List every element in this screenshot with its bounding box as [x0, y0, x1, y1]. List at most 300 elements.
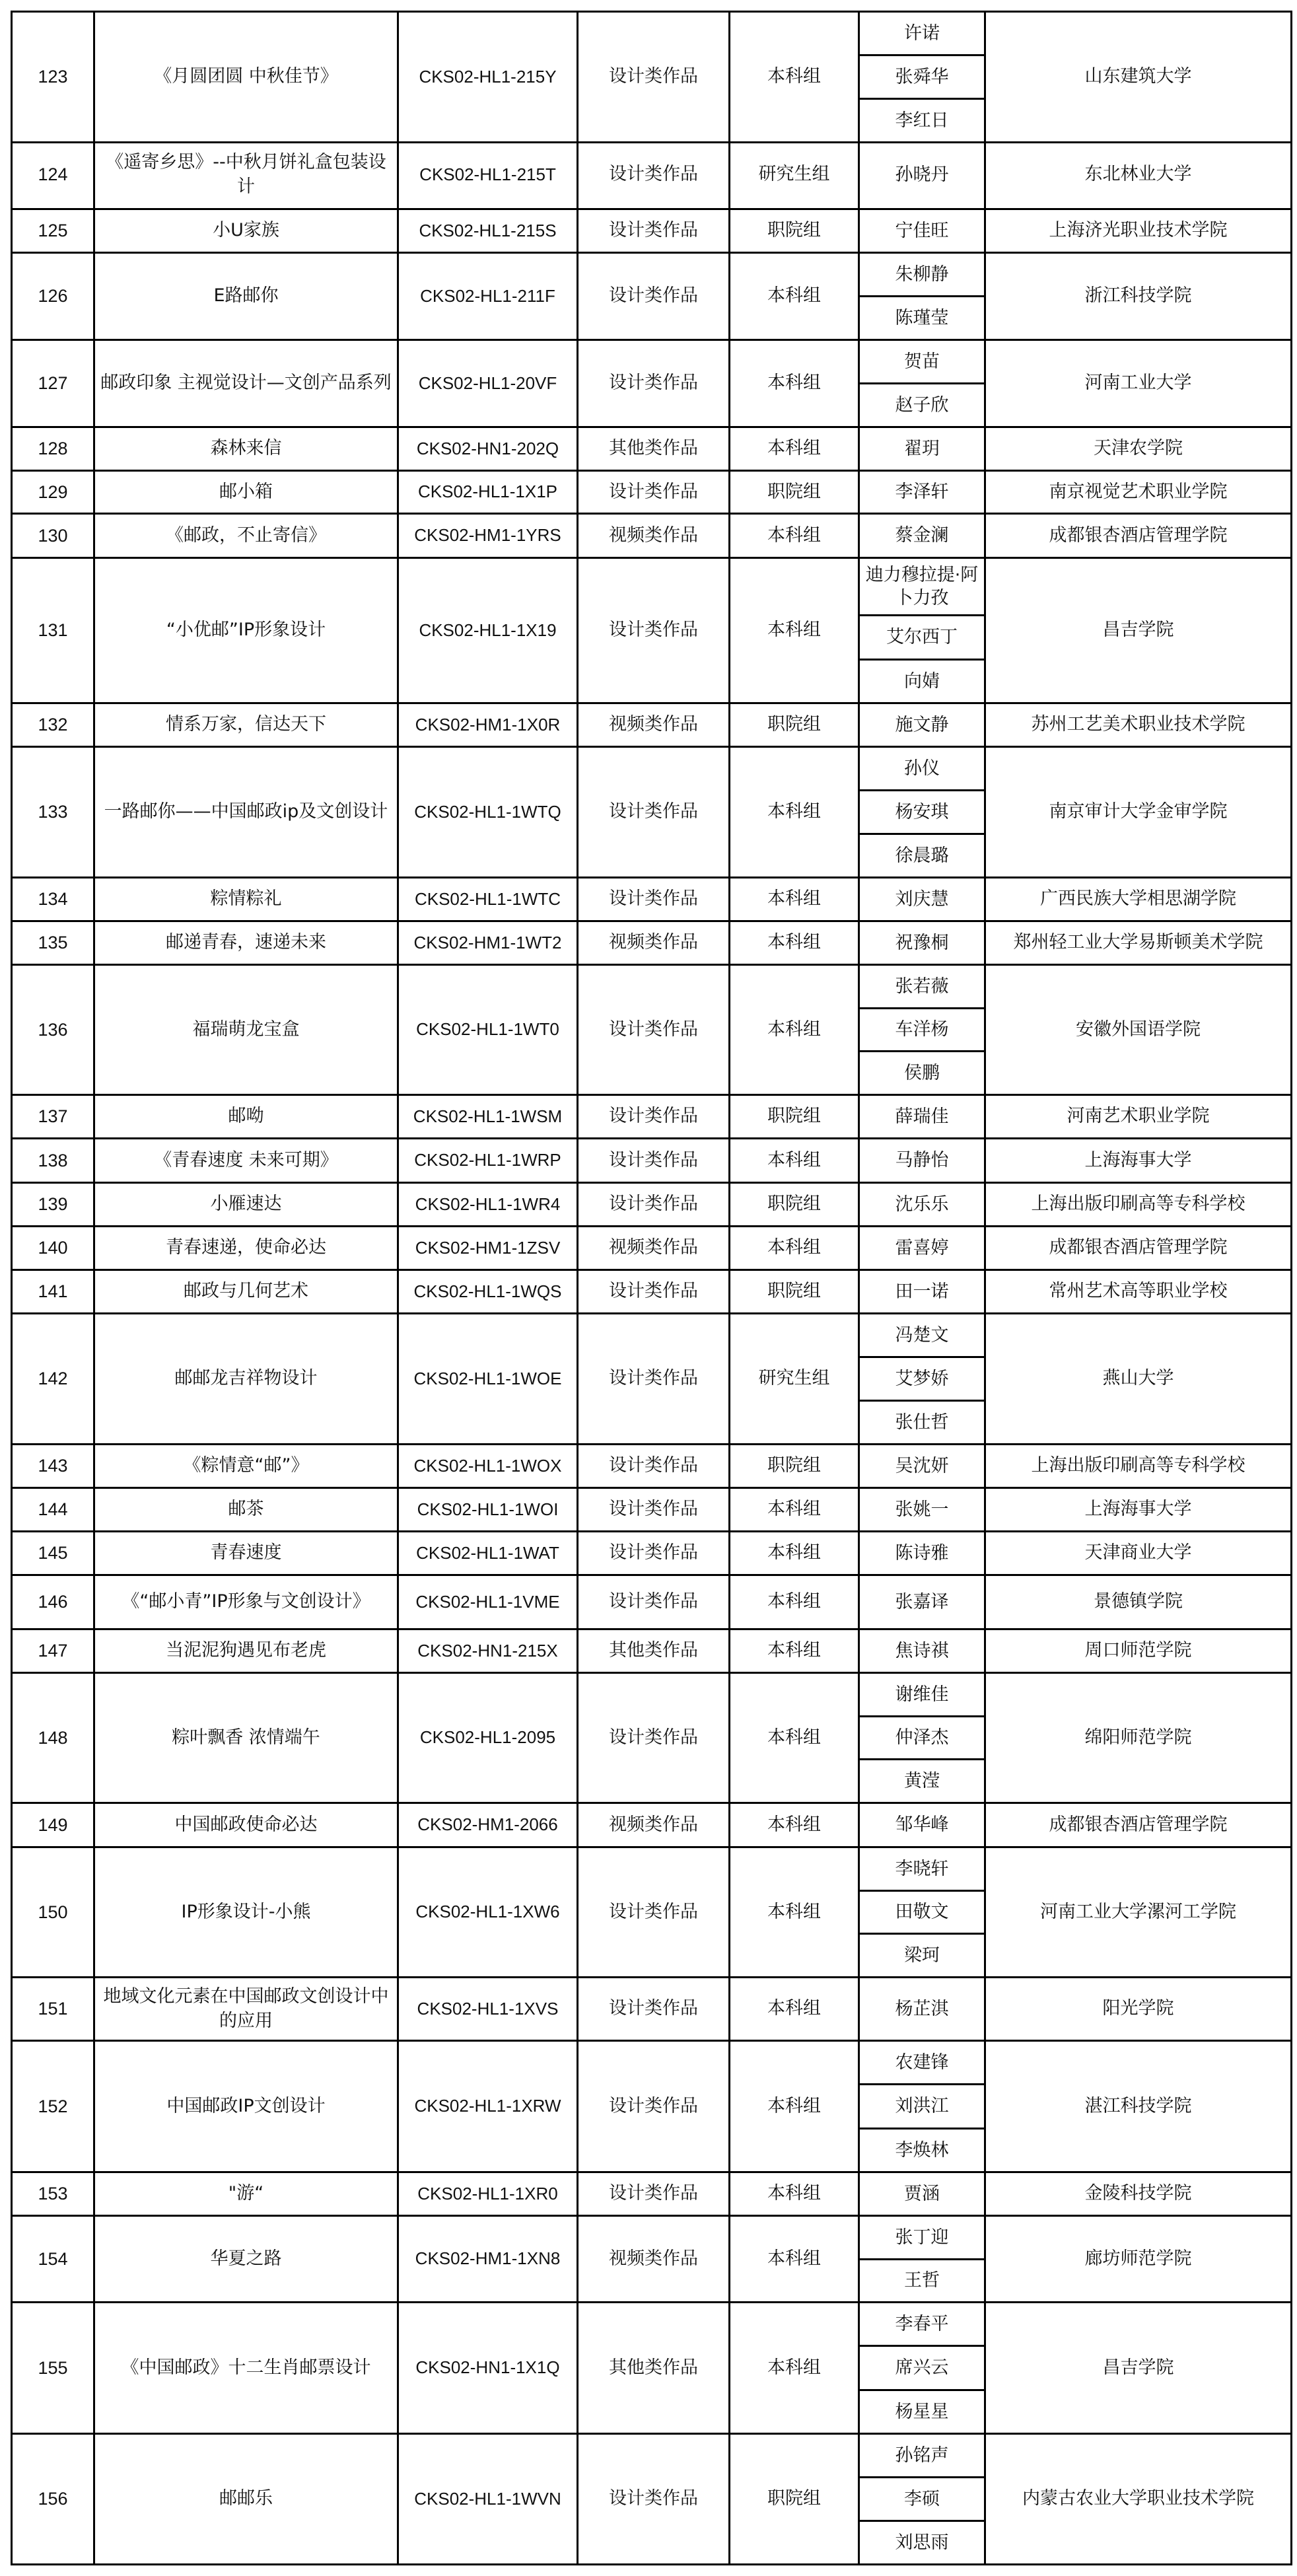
school-name-cell [986, 1184, 1292, 1225]
competition-group: 本科组 [767, 1814, 821, 1835]
school-name: 常州艺术高等职业学校 [1049, 1281, 1228, 1302]
row-number-cell [11, 1314, 95, 1443]
school-name: 南京审计大学金审学院 [1049, 801, 1228, 822]
table-row [11, 704, 1292, 748]
competition-group-cell [730, 2173, 860, 2215]
team-members-cell [860, 1184, 986, 1225]
work-title-cell [95, 1445, 399, 1487]
member-name: 李春平 [860, 2303, 984, 2347]
member-name: 张舜华 [860, 56, 984, 100]
school-name-cell [986, 210, 1292, 252]
team-members-cell [860, 254, 986, 339]
work-code: CKS02-HN1-215X [417, 1640, 558, 1661]
table-row [11, 210, 1292, 254]
work-category-cell [578, 472, 730, 513]
school-name: 湛江科技学院 [1084, 2095, 1192, 2116]
school-name-cell [986, 1674, 1292, 1802]
team-members-cell [860, 13, 986, 141]
team-members-cell [860, 2435, 986, 2563]
work-code: CKS02-HM1-2066 [417, 1814, 558, 1835]
work-title-cell [95, 1096, 399, 1137]
work-category: 设计类作品 [609, 1542, 698, 1563]
member-name: 农建锋 [860, 2042, 984, 2085]
school-name: 东北林业大学 [1084, 164, 1192, 185]
work-title-cell [95, 141, 399, 208]
competition-group-cell [730, 559, 860, 702]
work-category-cell [578, 748, 730, 877]
school-name: 昌吉学院 [1102, 2357, 1174, 2378]
school-name: 苏州工艺美术职业技术学院 [1031, 714, 1245, 735]
school-name: 阳光学院 [1102, 1998, 1174, 2019]
work-title: 《邮政，不止寄信》 [166, 524, 326, 546]
work-title: 邮呦 [228, 1106, 264, 1127]
team-members-cell [860, 2217, 986, 2301]
row-number: 130 [38, 525, 68, 546]
work-code: CKS02-HM1-1XN8 [415, 2248, 561, 2269]
member-name: 陈诗雅 [895, 1542, 949, 1563]
row-number: 147 [38, 1641, 68, 1661]
work-category-cell [578, 2042, 730, 2171]
competition-group: 本科组 [767, 2095, 821, 2116]
competition-group-cell [730, 966, 860, 1094]
member-name: 张嘉译 [895, 1591, 949, 1612]
work-title-cell [95, 515, 399, 557]
school-name-cell [986, 559, 1292, 702]
row-number: 136 [38, 1019, 68, 1040]
member-name: 孙铭声 [860, 2435, 984, 2478]
row-number: 129 [38, 482, 68, 502]
member-name: 迪力穆拉提·阿卜力孜 [860, 559, 984, 616]
table-row [11, 2217, 1292, 2303]
competition-group-cell [730, 1532, 860, 1574]
school-name-cell [986, 1804, 1292, 1846]
row-number: 126 [38, 286, 68, 306]
work-code: CKS02-HL1-1WSM [413, 1106, 563, 1126]
competition-group-cell [730, 428, 860, 470]
school-name-cell [986, 1139, 1292, 1182]
work-code: CKS02-HL1-1XVS [417, 1998, 559, 2019]
work-title: 《月圆团圆 中秋佳节》 [154, 66, 338, 87]
school-name-cell [986, 141, 1292, 208]
competition-group-cell [730, 2042, 860, 2171]
school-name: 山东建筑大学 [1084, 66, 1192, 87]
member-name: 赵子欣 [895, 394, 949, 415]
team-members-cell [860, 141, 986, 208]
work-title: 粽叶飘香 浓情端午 [172, 1727, 320, 1748]
row-number: 148 [38, 1727, 68, 1748]
table-row [11, 428, 1292, 472]
work-category: 设计类作品 [609, 1499, 698, 1520]
work-code-cell [399, 341, 578, 426]
member-name: 冯楚文 [860, 1314, 984, 1358]
competition-group: 本科组 [767, 1591, 821, 1612]
work-title: 中国邮政IP文创设计 [166, 2095, 326, 2116]
work-title-cell [95, 1314, 399, 1443]
work-code: CKS02-HL1-1VME [415, 1591, 560, 1612]
work-category: 设计类作品 [609, 285, 698, 306]
table-row [11, 1978, 1292, 2042]
competition-group: 本科组 [767, 1499, 821, 1520]
member-name: 陈瑾莹 [895, 307, 949, 328]
competition-group: 本科组 [767, 1237, 821, 1258]
work-title: 邮政与几何艺术 [184, 1281, 308, 1302]
school-name: 上海出版印刷高等专科学校 [1031, 1194, 1245, 1215]
work-category: 其他类作品 [609, 2357, 698, 2378]
work-title-cell [95, 210, 399, 252]
competition-group: 本科组 [767, 524, 821, 546]
work-code-cell [399, 1978, 578, 2040]
work-category-cell [578, 2173, 730, 2215]
work-code-cell [399, 141, 578, 208]
row-number-cell [11, 2042, 95, 2171]
competition-group: 职院组 [767, 220, 821, 241]
competition-group-cell [730, 1576, 860, 1628]
competition-group: 本科组 [767, 285, 821, 306]
work-title-cell [95, 2173, 399, 2215]
school-name-cell [986, 704, 1292, 746]
work-category: 设计类作品 [609, 1106, 698, 1127]
school-name: 景德镇学院 [1094, 1591, 1183, 1612]
work-category-cell [578, 922, 730, 964]
work-code-cell [399, 2217, 578, 2301]
work-title: 《遥寄乡思》--中秋月饼礼盒包装设计 [106, 152, 386, 197]
row-number: 152 [38, 2096, 68, 2116]
member-name: 刘洪江 [860, 2085, 984, 2129]
work-category: 设计类作品 [609, 1281, 698, 1302]
work-code-cell [399, 1096, 578, 1137]
work-category: 视频类作品 [609, 714, 698, 735]
work-category-cell [578, 1271, 730, 1312]
team-members-cell [860, 1489, 986, 1530]
team-members-cell [860, 1139, 986, 1182]
school-name-cell [986, 13, 1292, 141]
school-name-cell [986, 428, 1292, 470]
table-row [11, 341, 1292, 428]
competition-group: 本科组 [767, 2357, 821, 2378]
school-name-cell [986, 1096, 1292, 1137]
work-title: 《青春速度 未来可期》 [154, 1149, 338, 1170]
row-number: 141 [38, 1281, 68, 1302]
competition-group-cell [730, 1630, 860, 1672]
school-name: 天津农学院 [1094, 438, 1183, 459]
work-category: 设计类作品 [609, 1727, 698, 1748]
member-name: 张仕哲 [895, 1412, 949, 1433]
member-name: 艾梦娇 [860, 1358, 984, 1402]
work-code: CKS02-HL1-1WQS [413, 1281, 562, 1301]
work-title-cell [95, 13, 399, 141]
work-title: 森林来信 [210, 438, 282, 459]
work-title: 邮小箱 [219, 481, 273, 502]
row-number-cell [11, 2435, 95, 2563]
competition-group: 本科组 [767, 1998, 821, 2019]
work-category-cell [578, 141, 730, 208]
school-name: 郑州轻工业大学易斯顿美术学院 [1013, 932, 1263, 953]
school-name: 浙江科技学院 [1084, 285, 1192, 306]
work-title: 小雁速达 [210, 1194, 282, 1215]
row-number-cell [11, 1489, 95, 1530]
row-number: 124 [38, 164, 68, 185]
work-code-cell [399, 2303, 578, 2433]
work-title-cell [95, 1227, 399, 1269]
work-title: 邮邮乐 [219, 2488, 273, 2509]
work-category-cell [578, 515, 730, 557]
school-name: 河南工业大学漯河工学院 [1040, 1901, 1236, 1922]
work-category-cell [578, 1184, 730, 1225]
work-title-cell [95, 2435, 399, 2563]
competition-group-cell [730, 2217, 860, 2301]
team-members-cell [860, 472, 986, 513]
competition-group: 本科组 [767, 1149, 821, 1170]
member-name: 李晓轩 [860, 1848, 984, 1892]
work-title-cell [95, 428, 399, 470]
work-category-cell [578, 2435, 730, 2563]
work-code-cell [399, 472, 578, 513]
row-number-cell [11, 254, 95, 339]
work-category: 设计类作品 [609, 1901, 698, 1922]
row-number: 143 [38, 1456, 68, 1476]
work-code-cell [399, 1445, 578, 1487]
work-code-cell [399, 559, 578, 702]
row-number: 154 [38, 2248, 68, 2269]
row-number-cell [11, 878, 95, 920]
table-row [11, 748, 1292, 878]
work-category: 设计类作品 [609, 1368, 698, 1389]
work-code: CKS02-HL1-1WRP [414, 1150, 561, 1170]
work-category-cell [578, 210, 730, 252]
row-number-cell [11, 2303, 95, 2433]
member-name: 吴沈妍 [895, 1455, 949, 1476]
school-name-cell [986, 966, 1292, 1094]
team-members-cell [860, 341, 986, 426]
team-members-cell [860, 922, 986, 964]
competition-group: 本科组 [767, 1542, 821, 1563]
work-title: 青春速递，使命必达 [166, 1237, 326, 1258]
work-category: 其他类作品 [609, 438, 698, 459]
row-number: 146 [38, 1592, 68, 1612]
team-members-cell [860, 515, 986, 557]
work-code: CKS02-HL1-1WOE [413, 1368, 562, 1388]
work-code-cell [399, 1576, 578, 1628]
work-title-cell [95, 1139, 399, 1182]
work-code-cell [399, 1489, 578, 1530]
member-name: 席兴云 [860, 2347, 984, 2390]
table-row [11, 1576, 1292, 1630]
row-number: 153 [38, 2184, 68, 2204]
school-name: 广西民族大学相思湖学院 [1040, 888, 1236, 910]
school-name-cell [986, 1489, 1292, 1530]
work-category-cell [578, 1096, 730, 1137]
work-code: CKS02-HL1-215T [419, 164, 556, 184]
school-name: 燕山大学 [1102, 1368, 1174, 1389]
work-category-cell [578, 1848, 730, 1976]
school-name-cell [986, 2303, 1292, 2433]
school-name-cell [986, 254, 1292, 339]
table-row [11, 2042, 1292, 2173]
row-number: 134 [38, 889, 68, 910]
school-name: 上海济光职业技术学院 [1049, 220, 1228, 241]
row-number-cell [11, 472, 95, 513]
work-title-cell [95, 748, 399, 877]
school-name: 河南艺术职业学院 [1067, 1106, 1210, 1127]
competition-group-cell [730, 1184, 860, 1225]
member-name: 雷喜婷 [895, 1237, 949, 1258]
school-name-cell [986, 2042, 1292, 2171]
school-name: 成都银杏酒店管理学院 [1049, 1237, 1228, 1258]
competition-group: 本科组 [767, 1901, 821, 1922]
member-name: 仲泽杰 [860, 1717, 984, 1761]
school-name-cell [986, 748, 1292, 877]
row-number-cell [11, 1096, 95, 1137]
competition-group: 本科组 [767, 888, 821, 910]
competition-group: 研究生组 [758, 1368, 830, 1389]
work-code-cell [399, 254, 578, 339]
work-category-cell [578, 704, 730, 746]
team-members-cell [860, 1532, 986, 1574]
row-number-cell [11, 1271, 95, 1312]
member-name: 杨芷淇 [895, 1998, 949, 2019]
table-row [11, 1184, 1292, 1227]
competition-group: 研究生组 [758, 164, 830, 185]
work-title-cell [95, 559, 399, 702]
member-name: 张若薇 [860, 966, 984, 1009]
member-name: 向婧 [904, 670, 940, 692]
row-number: 132 [38, 715, 68, 735]
row-number: 145 [38, 1543, 68, 1563]
work-category: 设计类作品 [609, 373, 698, 394]
work-code: CKS02-HL1-1WR4 [415, 1194, 561, 1214]
row-number: 125 [38, 221, 68, 241]
row-number-cell [11, 1630, 95, 1672]
work-title-cell [95, 1271, 399, 1312]
work-category-cell [578, 1978, 730, 2040]
member-name: 王哲 [904, 2270, 940, 2291]
work-code: CKS02-HM1-1WT2 [413, 932, 562, 952]
competition-group-cell [730, 1096, 860, 1137]
school-name: 安徽外国语学院 [1076, 1019, 1201, 1040]
work-category: 设计类作品 [609, 66, 698, 87]
member-name: 许诺 [860, 13, 984, 56]
row-number: 135 [38, 933, 68, 953]
work-category: 视频类作品 [609, 1814, 698, 1835]
member-name: 朱柳静 [860, 254, 984, 297]
team-members-cell [860, 1445, 986, 1487]
table-row [11, 254, 1292, 341]
member-name: 李硕 [860, 2478, 984, 2522]
work-title-cell [95, 2303, 399, 2433]
work-title: 中国邮政使命必达 [174, 1814, 318, 1835]
table-row [11, 2303, 1292, 2435]
school-name-cell [986, 2173, 1292, 2215]
team-members-cell [860, 1978, 986, 2040]
school-name-cell [986, 1630, 1292, 1672]
competition-group-cell [730, 1314, 860, 1443]
member-name: 杨星星 [895, 2401, 949, 2422]
competition-group-cell [730, 1674, 860, 1802]
work-title: 青春速度 [210, 1542, 282, 1563]
work-title: E路邮你 [213, 285, 279, 306]
work-category: 设计类作品 [609, 1019, 698, 1040]
competition-group: 本科组 [767, 438, 821, 459]
competition-group-cell [730, 472, 860, 513]
work-category-cell [578, 341, 730, 426]
work-code: CKS02-HL1-215S [419, 220, 557, 240]
work-category-cell [578, 878, 730, 920]
member-name: 李焕林 [895, 2139, 949, 2161]
work-title-cell [95, 704, 399, 746]
member-name: 黄滢 [904, 1771, 940, 1792]
member-name: 薛瑞佳 [895, 1106, 949, 1127]
work-category: 视频类作品 [609, 932, 698, 953]
work-category: 设计类作品 [609, 1591, 698, 1612]
member-name: 张姚一 [895, 1499, 949, 1520]
work-code-cell [399, 748, 578, 877]
table-row [11, 559, 1292, 704]
work-code-cell [399, 13, 578, 141]
competition-group-cell [730, 1489, 860, 1530]
member-name: 祝豫桐 [895, 932, 949, 953]
school-name: 绵阳师范学院 [1084, 1727, 1192, 1748]
work-title-cell [95, 254, 399, 339]
work-code: CKS02-HN1-202Q [416, 438, 559, 458]
school-name-cell [986, 1532, 1292, 1574]
table-row [11, 1139, 1292, 1184]
team-members-cell [860, 1314, 986, 1443]
competition-group: 本科组 [767, 66, 821, 87]
work-code: CKS02-HL1-20VF [418, 373, 557, 393]
member-name: 施文静 [895, 714, 949, 735]
work-title-cell [95, 1630, 399, 1672]
competition-group: 职院组 [767, 714, 821, 735]
work-category-cell [578, 254, 730, 339]
work-category-cell [578, 2303, 730, 2433]
work-title-cell [95, 1576, 399, 1628]
team-members-cell [860, 428, 986, 470]
work-code: CKS02-HL1-1X19 [419, 620, 557, 640]
team-members-cell [860, 2303, 986, 2433]
table-row [11, 1489, 1292, 1532]
work-category-cell [578, 2217, 730, 2301]
row-number: 138 [38, 1150, 68, 1170]
work-title: 粽情粽礼 [210, 888, 282, 910]
work-code-cell [399, 1630, 578, 1672]
member-name: 刘庆慧 [895, 888, 949, 910]
school-name: 上海出版印刷高等专科学校 [1031, 1455, 1245, 1476]
row-number-cell [11, 13, 95, 141]
work-category: 视频类作品 [609, 1237, 698, 1258]
team-members-cell [860, 1848, 986, 1976]
work-category: 设计类作品 [609, 1455, 698, 1476]
school-name: 周口师范学院 [1084, 1640, 1192, 1661]
row-number: 151 [38, 1999, 68, 2019]
work-code: CKS02-HL1-1WTQ [414, 801, 561, 822]
member-name: 孙晓丹 [895, 164, 949, 185]
work-title: 福瑞萌龙宝盒 [192, 1019, 300, 1040]
work-category: 设计类作品 [609, 620, 698, 641]
work-title: 当泥泥狗遇见布老虎 [166, 1640, 326, 1661]
competition-group-cell [730, 13, 860, 141]
row-number-cell [11, 2173, 95, 2215]
team-members-cell [860, 1227, 986, 1269]
work-category: 视频类作品 [609, 2248, 698, 2269]
table-row [11, 2173, 1292, 2217]
row-number: 140 [38, 1238, 68, 1258]
row-number: 144 [38, 1499, 68, 1520]
work-code-cell [399, 1184, 578, 1225]
school-name: 上海海事大学 [1084, 1149, 1192, 1170]
competition-group: 职院组 [767, 2488, 821, 2509]
table-row [11, 141, 1292, 210]
competition-group: 职院组 [767, 1106, 821, 1127]
